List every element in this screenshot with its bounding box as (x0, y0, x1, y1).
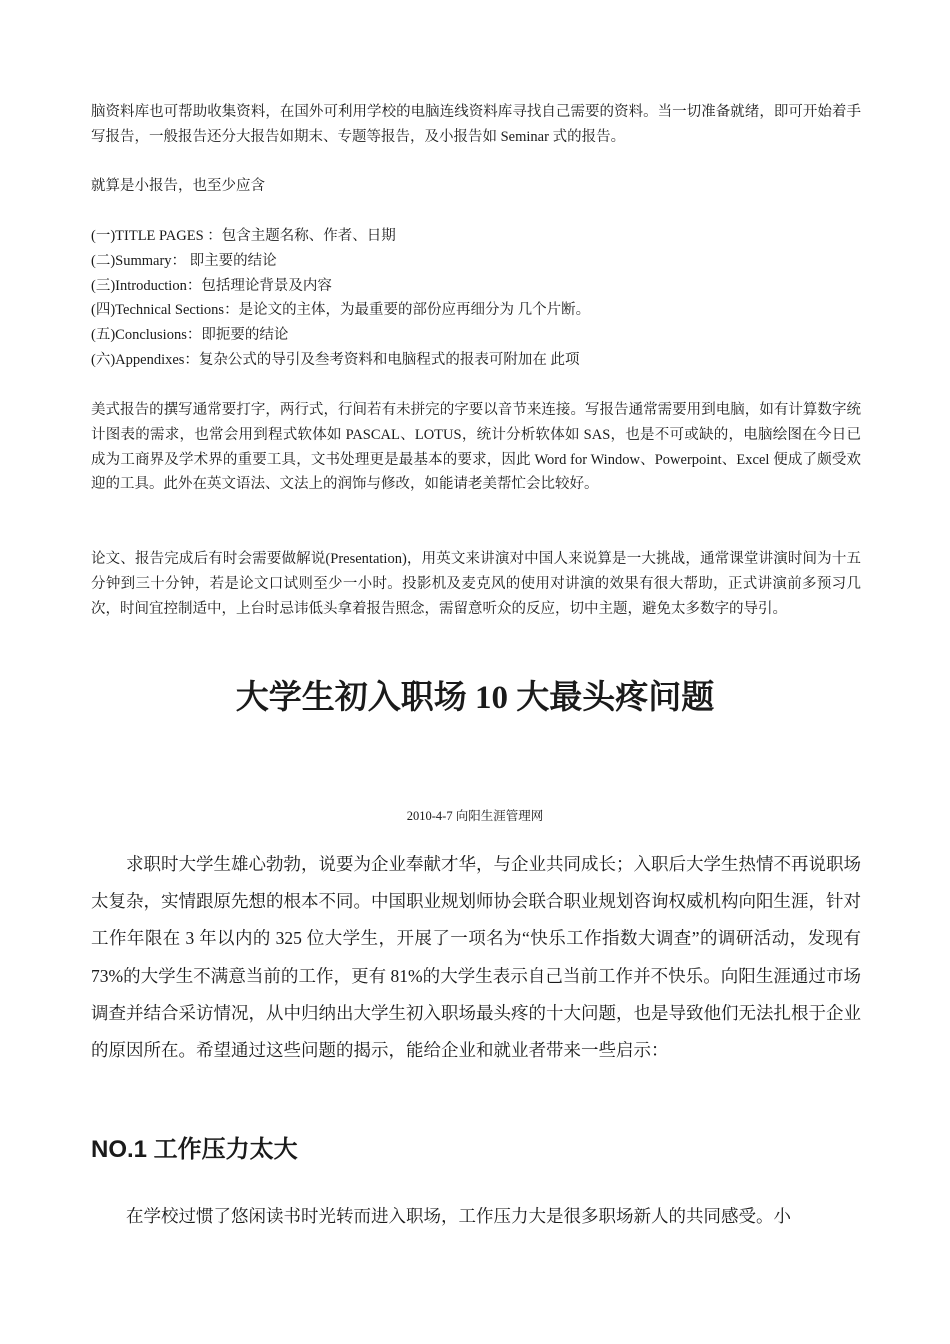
intro-lead-in (91, 174, 861, 199)
list-item: (六)Appendixes：复杂公式的导引及叁考资料和电脑程式的报表可附加在 此项 (91, 351, 580, 368)
typing-paragraph: 美式报告的撰写通常要打字，两行式，行间若有未拼完的字要以音节来连接。写报告通常需要用到电脑，如有计算数字统计图表的需求，也常会用到程式软体如 PASCAL、LOTUS，统计分析软体如 SAS，也是不可或缺的，电脑绘图在今日已成为工商界及学术界的重要工具，文书处理更是最基本的要求，因此 Word for Window、Powerpoint、Excel 便成了颇受欢迎的工具。此外在英文语法、文法上的润饰与修改，如能请老美帮忙会比较好。 (91, 402, 861, 493)
article-title: 大学生初入职场 10 大最头疼问题 (235, 680, 715, 716)
article-lead-paragraph: 求职时大学生雄心勃勃，说要为企业奉献才华，与企业共同成长；入职后大学生热情不再说职场太复杂，实情跟原先想的根本不同。中国职业规划师协会联合职业规划咨询权威机构向阳生涯，针对工作年限在 3 年以内的 325 位大学生，开展了一项名为“快乐工作指数大调查”的调研活动，发现有 73%的大学生不满意当前的工作，更有 81%的大学生表示自己当前工作并不快乐。向阳生涯通过市场调查并结合采访情况，从中归纳出大学生初入职场最头疼的十大问题，也是导致他们无法扎根于企业的原因所在。希望通过这些问题的揭示，能给企业和就业者带来一些启示： (91, 854, 861, 1061)
lead-in-paragraph: 就算是小报告，也至少应含 (91, 178, 265, 194)
list-item: (三)Introduction：包括理论背景及内容 (91, 277, 332, 294)
list-item: (一)TITLE PAGES ：包含主题名称、作者、日期 (91, 228, 396, 244)
article-meta: 2010-4-7 向阳生涯管理网 (406, 809, 544, 823)
list-item: (五)Conclusions：即扼要的结论 (91, 327, 289, 344)
intro-section (91, 100, 861, 150)
section-heading: NO.1 工作压力太大 (91, 1136, 298, 1163)
presentation-paragraph: 论文、报告完成后有时会需要做解说(Presentation)，用英文来讲演对中国人来说算是一大挑战，通常课堂讲演时间为十五分钟到三十分钟，若是论文口试则至少一小时。投影机及麦克风的使用对讲演的效果有很大帮助，正式讲演前多预习几次，时间宜控制适中，上台时忌讳低头拿着报告照念，需留意听众的反应，切中主题，避免太多数字的导引。 (91, 551, 861, 617)
typing-section (91, 398, 861, 497)
article-lead-section (91, 846, 861, 1069)
list-item: (四)Technical Sections：是论文的主体，为最重要的部份应再细分为 几个片断。 (91, 302, 591, 319)
report-parts-list (91, 224, 861, 373)
list-item: (二)Summary： 即主要的结论 (91, 252, 277, 269)
section-body (91, 1198, 861, 1235)
section-paragraph: 在学校过惯了悠闲读书时光转而进入职场，工作压力大是很多职场新人的共同感受。小 (126, 1206, 791, 1226)
presentation-section (91, 547, 861, 621)
intro-paragraph: 脑资料库也可帮助收集资料，在国外可利用学校的电脑连线资料库寻找自己需要的资料。当一切准备就绪，即可开始着手写报告，一般报告还分大报告如期末、专题等报告，及小报告如 Seminar 式的报告。 (91, 104, 861, 145)
